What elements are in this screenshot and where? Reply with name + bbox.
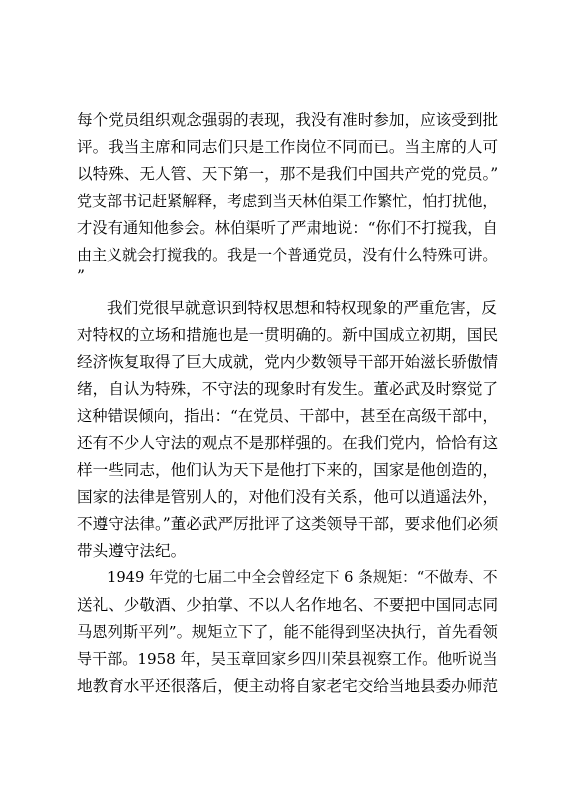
text-line: 评。我当主席和同志们只是工作岗位不同而已。当主席的人可 (77, 138, 499, 156)
paragraph-first-line: 1949 年党的七届二中全会曾经定下 6 条规矩：“不做寿、不 (107, 569, 498, 586)
text-line: ” (77, 267, 85, 285)
text-line: 不遵守法律。”董必武严厉批评了这类领导干部，要求他们必须 (77, 515, 499, 533)
paragraph-first-line: 我们党很早就意识到特权思想和特权现象的严重危害，反 (107, 299, 497, 317)
text-line: 对特权的立场和措施也是一贯明确的。新中国成立初期，国民 (77, 326, 499, 344)
text-line: 带头遵守法纪。 (77, 542, 187, 560)
text-line: 地教育水平还很落后，便主动将自家老宅交给当地县委办师范 (77, 677, 499, 695)
text-line: 每个党员组织观念强弱的表现，我没有准时参加，应该受到批 (77, 111, 499, 129)
text-line: 绪，自认为特殊，不守法的现象时有发生。董必武及时察觉了 (77, 380, 499, 398)
text-line: 样一些同志，他们认为天下是他打下来的，国家是他创造的， (77, 461, 499, 479)
text-line: 由主义就会打搅我的。我是一个普通党员，没有什么特殊可讲。 (77, 246, 498, 264)
text-line: 党支部书记赶紧解释，考虑到当天林伯渠工作繁忙，怕打扰他， (77, 192, 498, 210)
text-line: 还有不少人守法的观点不是那样强的。在我们党内，恰恰有这 (77, 434, 499, 452)
text-line: 这种错误倾向，指出：“在党员、干部中，甚至在高级干部中， (77, 407, 498, 425)
text-line: 经济恢复取得了巨大成就，党内少数领导干部开始滋长骄傲情 (77, 353, 499, 371)
text-line: 马恩列斯平列”。规矩立下了，能不能得到坚决执行，首先看领 (77, 623, 498, 641)
text-line: 送礼、少敬酒、少拍掌、不以人名作地名、不要把中国同志同 (77, 596, 499, 614)
text-line: 国家的法律是管别人的，对他们没有关系，他可以逍遥法外， (77, 488, 499, 506)
text-line: 才没有通知他参会。林伯渠听了严肃地说：“你们不打搅我，自 (77, 219, 498, 237)
text-line: 以特殊、无人管、天下第一，那不是我们中国共产党的党员。” (77, 165, 499, 183)
text-line: 导干部。1958 年，吴玉章回家乡四川荣县视察工作。他听说当 (77, 650, 498, 668)
